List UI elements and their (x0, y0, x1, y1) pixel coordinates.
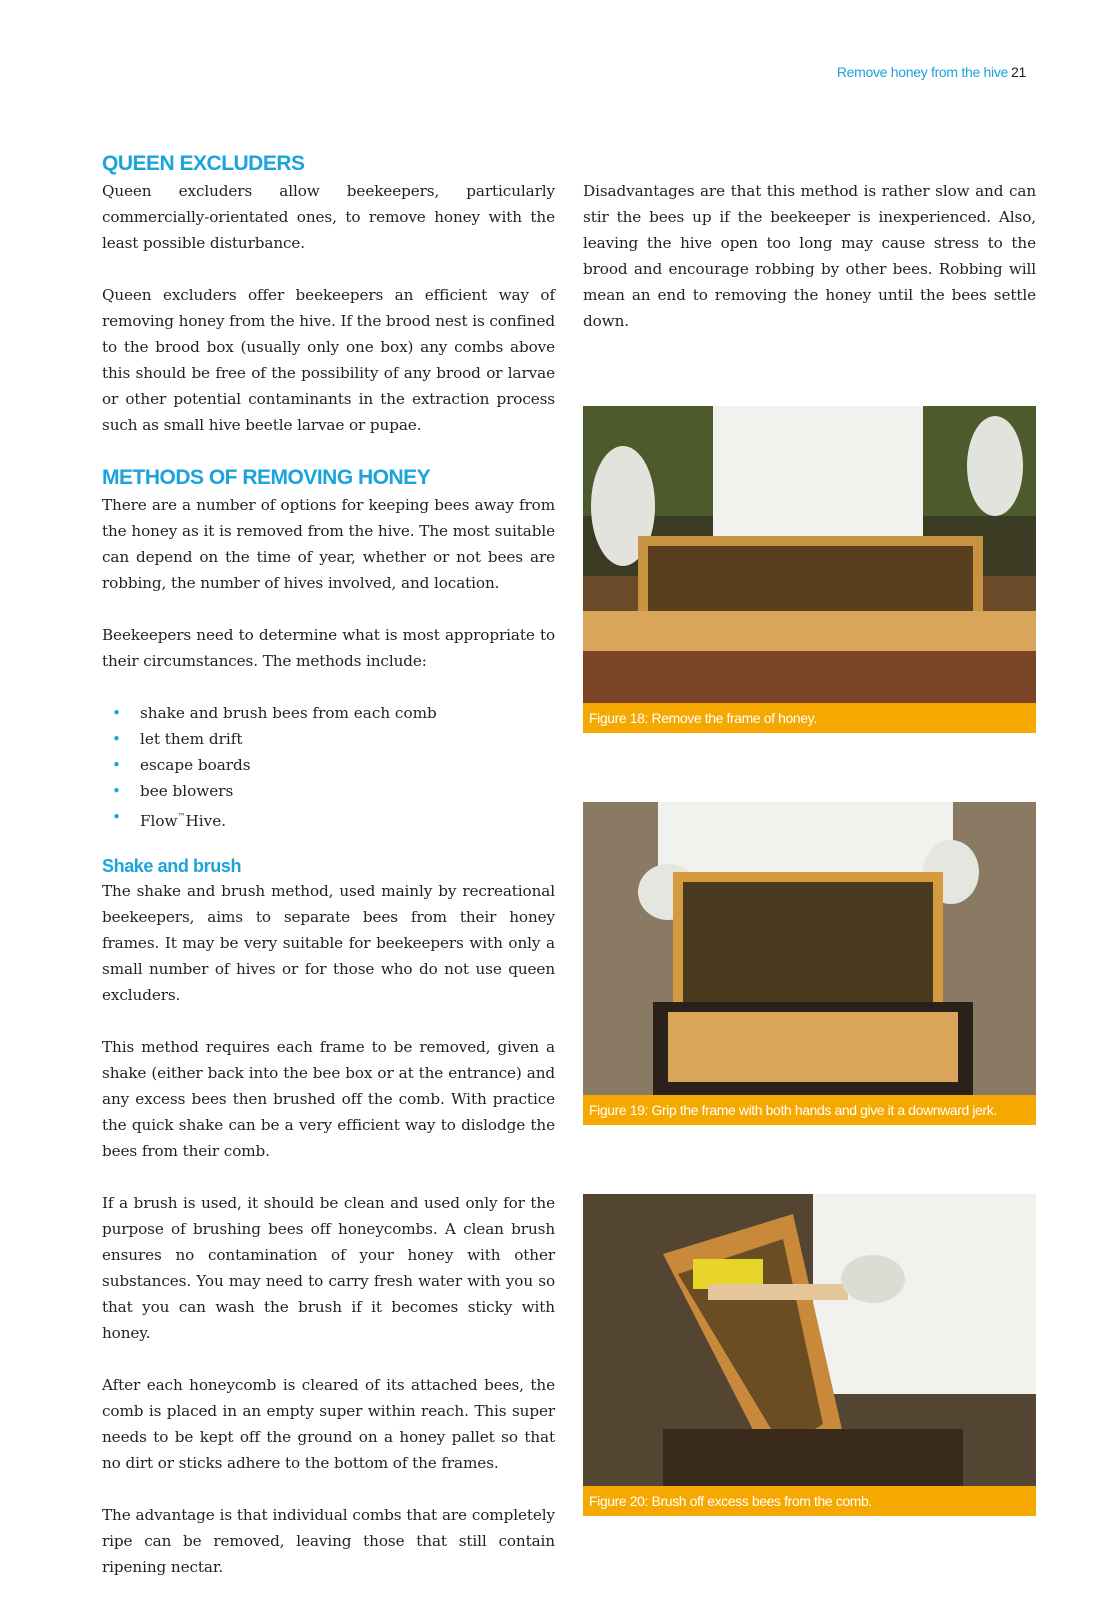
paragraph: After each honeycomb is cleared of its attached bees, the comb is placed in an empty super within reach. This super needs to be kept off the ground on a honey pallet so that no dirt or sticks adhere to the bottom of the frames. (102, 1376, 555, 1472)
photo-grip-frame (583, 802, 1036, 1095)
list-item: • escape boards (112, 752, 555, 778)
list-item: • bee blowers (112, 778, 555, 804)
methods-list (102, 700, 555, 834)
paragraph: The shake and brush method, used mainly by recreational beekeepers, aims to separate bees from their honey frames. It may be very suitable for beekeepers with only a small number of hives or for those who do not use queen excluders. (102, 882, 555, 1004)
figure-caption: Figure 20: Brush off excess bees from the comb. (583, 1486, 1036, 1516)
heading-shake-brush: Shake and brush (102, 856, 242, 876)
paragraph: This method requires each frame to be removed, given a shake (either back into the bee box or at the entrance) and any excess bees then brushed off the comb. With practice the quick shake can be a very efficient way to dislodge the bees from their comb. (102, 1038, 555, 1160)
figure-caption: Figure 19: Grip the frame with both hands and give it a downward jerk. (583, 1095, 1036, 1125)
paragraph: Queen excluders allow beekeepers, particularly commercially-orientated ones, to remove honey with the least possible disturbance. (102, 182, 555, 252)
paragraph: Beekeepers need to determine what is most appropriate to their circumstances. The methods include: (102, 626, 555, 670)
flow-text-end: Hive. (185, 812, 227, 830)
list-item: • shake and brush bees from each comb (112, 700, 555, 726)
flow-text: Flow (140, 812, 178, 830)
paragraph: If a brush is used, it should be clean and used only for the purpose of brushing bees off honeycombs. A clean brush ensures no contamination of your honey with other substances. You may need to carry fresh water with you so that you can wash the brush if it becomes sticky with honey. (102, 1194, 555, 1342)
section-title: Remove honey from the hive (836, 64, 1009, 80)
left-column (102, 150, 555, 1606)
right-column (583, 150, 1036, 360)
paragraph: Disadvantages are that this method is rather slow and can stir the bees up if the beekeeper is inexperienced. Also, leaving the hive open too long may cause stress to the brood and encourage robbing by other bees. Robbing will mean an end to removing the honey until the bees settle down. (583, 182, 1036, 330)
paragraph: Queen excluders offer beekeepers an efficient way of removing honey from the hive. If the brood nest is confined to the brood box (usually only one box) any combs above this should be free of the possibility of any brood or larvae or other potential contaminants in the extraction process such as small hive beetle larvae or pupae. (102, 286, 555, 434)
figure-19 (583, 802, 1036, 1125)
list-item (112, 804, 555, 834)
list-item: • let them drift (112, 726, 555, 752)
figure-20 (583, 1194, 1036, 1516)
heading-methods: METHODS OF REMOVING HONEY (102, 466, 431, 489)
photo-remove-frame (583, 406, 1036, 703)
figure-caption: Figure 18: Remove the frame of honey. (583, 703, 1036, 733)
photo-brush-bees (583, 1194, 1036, 1486)
figure-18 (583, 406, 1036, 733)
trademark-symbol: ™ (177, 812, 186, 821)
paragraph: There are a number of options for keeping bees away from the honey as it is removed from the hive. The most suitable can depend on the time of year, whether or not bees are robbing, the number of hives involved, and location. (102, 496, 555, 592)
paragraph: The advantage is that individual combs that are completely ripe can be removed, leaving those that still contain ripening nectar. (102, 1506, 555, 1576)
running-head (837, 64, 1026, 80)
heading-queen-excluders: QUEEN EXCLUDERS (102, 152, 305, 175)
page-number: 21 (1011, 64, 1026, 80)
